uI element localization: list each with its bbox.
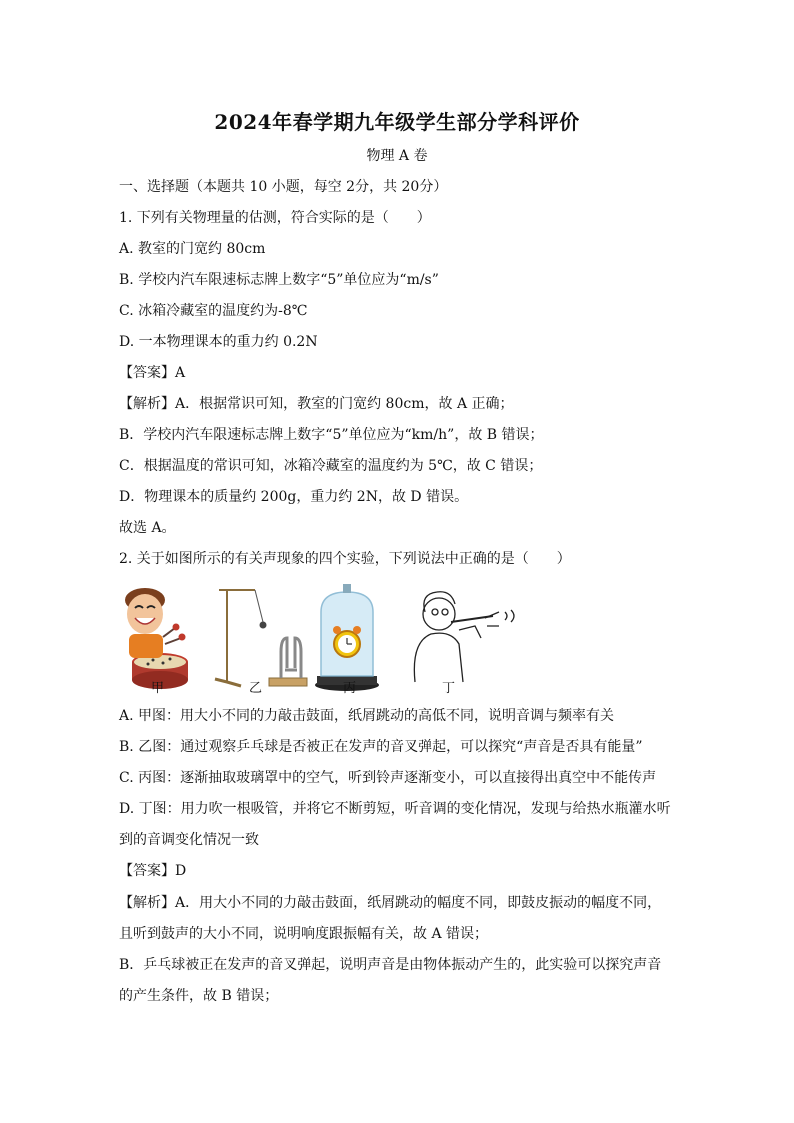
tuning-fork-experiment-illustration [215,590,307,686]
q2-stem: 2. 关于如图所示的有关声现象的四个实验，下列说法中正确的是（ ） [119,551,571,567]
paper-subtitle: 物理 A 卷 [366,148,428,164]
straw-whistle-experiment-illustration [414,592,514,682]
q2-option-d: D. 丁图：用力吹一根吸管，并将它不断剪短，听音调的变化情况，发现与给热水瓶灌水听 [119,801,671,817]
q1-option-c: C. 冰箱冷藏室的温度约为-8℃ [119,303,308,319]
q1-analysis-line: C．根据温度的常识可知，冰箱冷藏室的温度约为 5℃，故 C 错误； [119,458,543,474]
figure-label-jia: 甲 [151,681,165,696]
vacuum-bell-jar-illustration [315,584,379,691]
q2-analysis-line: 【解析】A．用大小不同的力敲击鼓面，纸屑跳动的幅度不同，即鼓皮振动的幅度不同， [119,895,662,911]
q1-option-d: D. 一本物理课本的重力约 0.2N [119,334,318,350]
section-heading: 一、选择题（本题共 10 小题，每空 2分，共 20分） [119,179,448,195]
q2-option-b: B. 乙图：通过观察乒乓球是否被正在发声的音叉弹起，可以探究“声音是否具有能量” [119,739,643,755]
q1-answer: 【答案】A [119,365,186,381]
figure-label-yi: 乙 [249,681,263,696]
q2-option-c: C. 丙图：逐渐抽取玻璃罩中的空气，听到铃声逐渐变小，可以直接得出真空中不能传声 [119,770,657,786]
q1-stem: 1. 下列有关物理量的估测，符合实际的是（ ） [119,210,431,226]
q1-analysis-line: 【解析】A．根据常识可知，教室的门宽约 80cm，故 A 正确； [119,396,514,412]
q2-analysis-line: 且听到鼓声的大小不同，说明响度跟振幅有关，故 A 错误； [119,926,489,942]
drum-experiment-illustration [125,588,188,689]
q2-option-a: A. 甲图：用大小不同的力敲击鼓面，纸屑跳动的高低不同，说明音调与频率有关 [119,708,615,724]
page-title: 2024年春学期九年级学生部分学科评价 [214,110,580,134]
figure-label-bing: 丙 [343,681,357,696]
q2-answer: 【答案】D [119,863,187,879]
q1-analysis-line: D．物理课本的质量约 200g，重力约 2N，故 D 错误。 [119,489,469,505]
sound-experiments-figure [115,582,535,697]
figure-label-ding: 丁 [442,681,456,696]
q1-analysis-line: B．学校内汽车限速标志牌上数字“5”单位应为“km/h”，故 B 错误； [119,427,544,443]
q2-option-d-continued: 到的音调变化情况一致 [119,832,259,848]
q2-analysis-line: B．乒乓球被正在发声的音叉弹起，说明声音是由物体振动产生的，此实验可以探究声音 [119,957,662,973]
q2-analysis-line: 的产生条件，故 B 错误； [119,988,279,1004]
q1-option-b: B. 学校内汽车限速标志牌上数字“5”单位应为“m/s” [119,272,439,288]
q1-analysis-line: 故选 A。 [119,520,176,536]
q1-option-a: A. 教室的门宽约 80cm [119,241,266,257]
